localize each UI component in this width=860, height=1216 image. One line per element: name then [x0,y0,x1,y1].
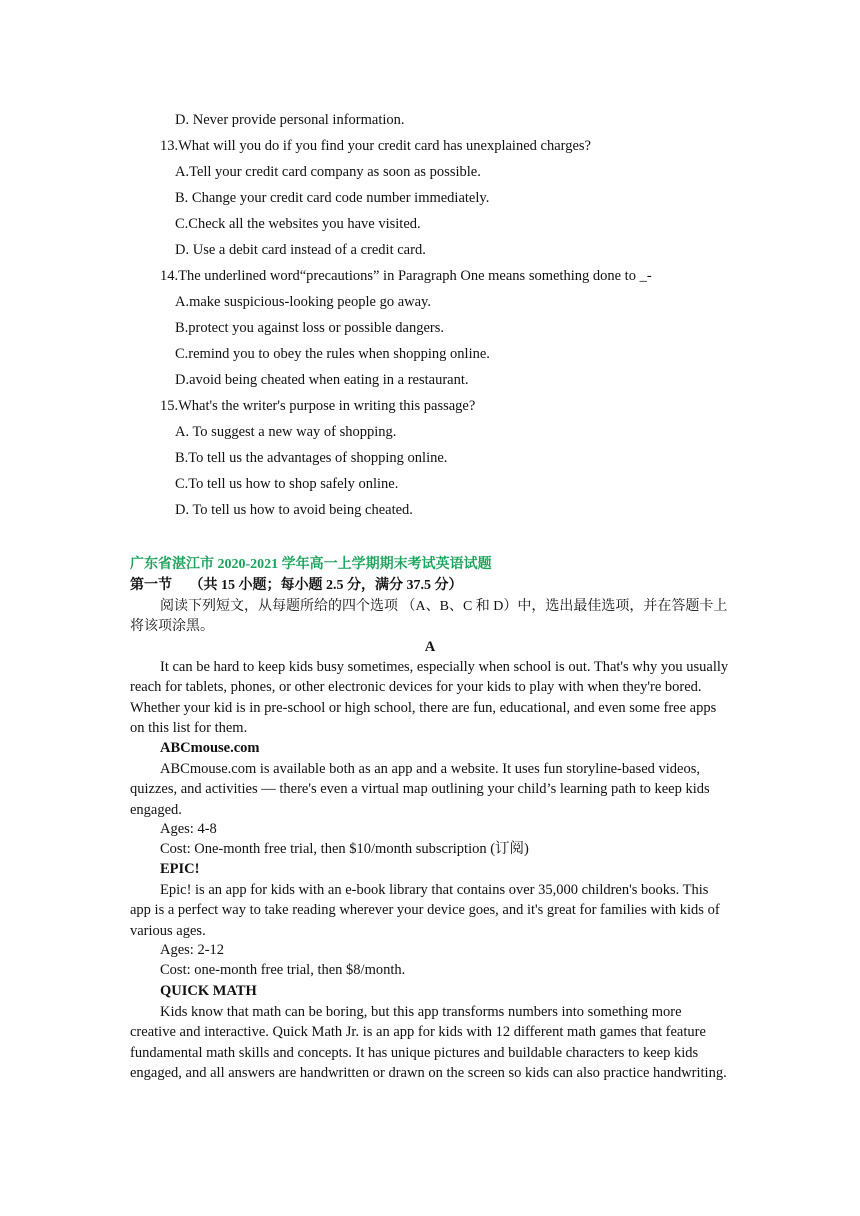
app-cost-abcmouse: Cost: One-month free trial, then $10/month subscription (订阅) [160,841,529,857]
question-14: 14.The underlined word“precautions” in Paragraph One means something done to _- [160,268,652,284]
option-14-a: A.make suspicious-looking people go away. [175,294,431,310]
app-desc-epic: Epic! is an app for kids with an e-book library that contains over 35,000 children's books. This app is a perfect way to take reading wherever your device goes, and it's great for families with kids of various ages. [130,882,720,939]
passage-label: A [424,639,436,655]
app-name-epic: EPIC! [160,861,200,877]
option-13-b: B. Change your credit card code number immediately. [175,190,490,206]
section-heading: 第一节 （共 15 小题；每小题 2.5 分，满分 37.5 分） [130,578,463,593]
option-13-c: C.Check all the websites you have visited. [175,216,421,232]
app-name-abcmouse: ABCmouse.com [160,740,260,756]
option-14-c: C.remind you to obey the rules when shopping online. [175,346,490,362]
exam-title: 广东省湛江市 2020-2021 学年高一上学期期末考试英语试题 [130,557,492,572]
option-13-d: D. Use a debit card instead of a credit card. [175,242,426,258]
instruction-text: 阅读下列短文，从每题所给的四个选项 （A、B、C 和 D）中，选出最佳选项，并在答题卡上将该项涂黑。 [130,599,728,635]
option-15-b: B.To tell us the advantages of shopping online. [175,450,448,466]
option-12-d: D. Never provide personal information. [175,112,405,128]
option-15-c: C.To tell us how to shop safely online. [175,476,399,492]
option-15-a: A. To suggest a new way of shopping. [175,424,397,440]
app-desc-abcmouse: ABCmouse.com is available both as an app and a website. It uses fun storyline-based videos, quizzes, and activities — there's even a virtual map outlining your child’s learning path to keep kids engaged. [130,761,710,818]
app-ages-epic: Ages: 2-12 [160,942,225,958]
intro-paragraph: It can be hard to keep kids busy sometimes, especially when school is out. That's why you usually reach for tablets, phones, or other electronic devices for your kids to play with when they're bored. Whether your kid is in pre-school or high school, there are fun, educational, and even some free apps on this list for them. [130,659,729,736]
app-ages-abcmouse: Ages: 4-8 [160,821,217,837]
option-13-a: A.Tell your credit card company as soon as possible. [175,164,481,180]
question-15: 15.What's the writer's purpose in writing this passage? [160,398,476,414]
app-cost-epic: Cost: one-month free trial, then $8/month. [160,962,406,978]
app-desc-quick-math: Kids know that math can be boring, but this app transforms numbers into something more creative and interactive. Quick Math Jr. is an app for kids with 12 different math games that feature fundamental math skills and concepts. It has unique pictures and buildable characters to keep kids engaged, and all answers are handwritten or drawn on the screen so kids can also practice handwriting. [130,1004,727,1081]
option-14-d: D.avoid being cheated when eating in a restaurant. [175,372,469,388]
question-13: 13.What will you do if you find your credit card has unexplained charges? [160,138,591,154]
option-15-d: D. To tell us how to avoid being cheated. [175,502,413,518]
option-14-b: B.protect you against loss or possible dangers. [175,320,445,336]
app-name-quick-math: QUICK MATH [160,983,257,999]
